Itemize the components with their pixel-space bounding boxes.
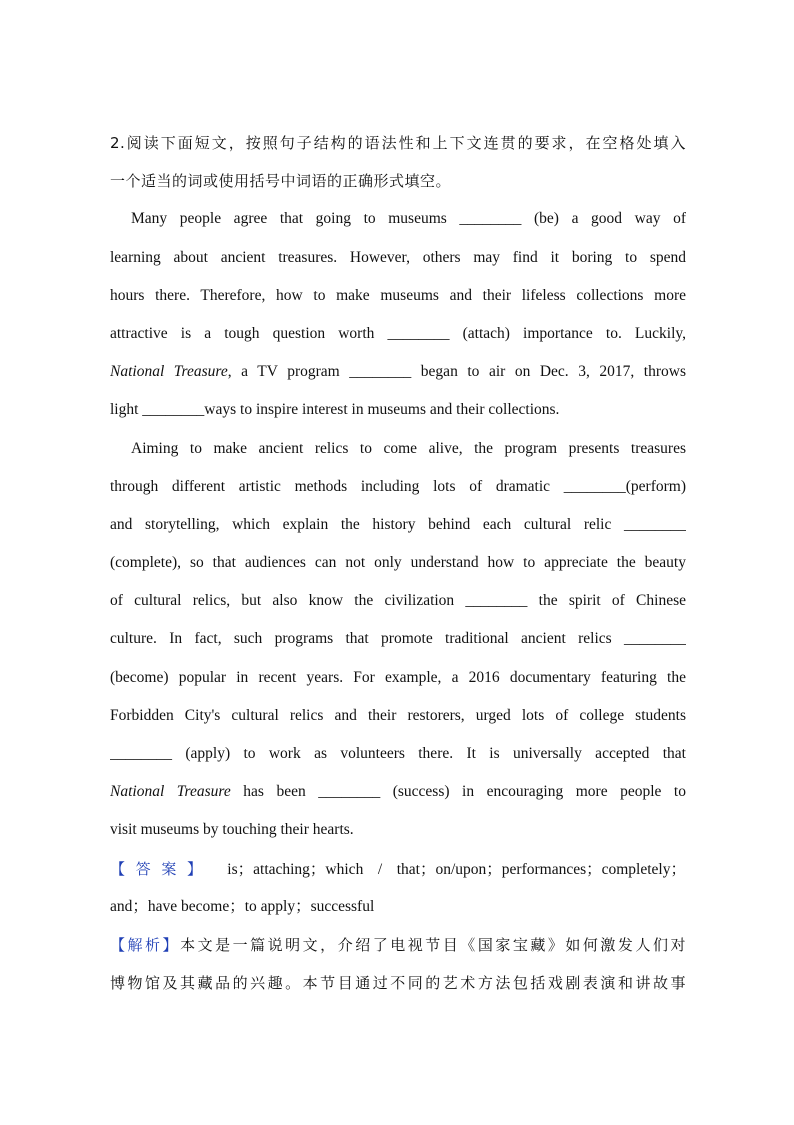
answer-line-1 [110, 850, 686, 888]
passage-p2-line-7: (become) popular in recent years. For example, a 2016 documentary featuring the [110, 668, 686, 686]
passage-p2-line-10 [110, 773, 686, 811]
analysis-text-1: 本文是一篇说明文，介绍了电视节目《国家宝藏》如何激发人们对 [180, 935, 686, 954]
passage-p2-line-10-text: has been ________ (success) in encouraging more people to [230, 783, 686, 801]
passage-p2-line-3: and storytelling, which explain the history behind each cultural relic ________ [110, 515, 686, 533]
instruction-line-1: 2.阅读下面短文，按照句子结构的语法性和上下文连贯的要求，在空格处填入 [110, 134, 686, 152]
analysis-line-1 [110, 926, 686, 964]
answer-text-1: is；attaching；which / that；on/upon；performances；completely； [212, 860, 686, 878]
instruction-line-2: 一个适当的词或使用括号中词语的正确形式填空。 [110, 172, 452, 191]
program-title-2: National Treasure [110, 783, 231, 801]
document-page [110, 124, 686, 1002]
passage-p2-line-9: ________ (apply) to work as volunteers there. It is universally accepted that [110, 745, 686, 762]
passage-p1-line-5 [110, 353, 686, 391]
passage-p2-line-8: Forbidden City's cultural relics and their restorers, urged lots of college students [110, 706, 686, 724]
answer-line-2: and；have become；to apply；successful [110, 897, 375, 915]
analysis-label: 【解析】 [110, 935, 181, 954]
passage-p2-line-1: Aiming to make ancient relics to come alive, the program presents treasures [131, 439, 686, 457]
answer-label: 【答案】 [110, 859, 213, 878]
program-title: National Treasure [110, 363, 228, 381]
passage-p1-line-1: Many people agree that going to museums ________ (be) a good way of [131, 210, 686, 228]
passage-p2-line-6: culture. In fact, such programs that promote traditional ancient relics ________ [110, 630, 686, 648]
passage-p2-line-2: through different artistic methods including lots of dramatic ________(perform) [110, 477, 686, 495]
passage-p1-line-2: learning about ancient treasures. However, others may find it boring to spend [110, 248, 686, 266]
passage-p1-line-4: attractive is a tough question worth ________ (attach) importance to. Luckily, [110, 324, 686, 342]
analysis-line-2: 博物馆及其藏品的兴趣。本节目通过不同的艺术方法包括戏剧表演和讲故事 [110, 974, 686, 993]
passage-p1-line-6: light ________ways to inspire interest in museums and their collections. [110, 401, 560, 419]
passage-p1-line-3: hours there. Therefore, how to make museums and their lifeless collections more [110, 286, 686, 304]
passage-p1-line-5-text: , a TV program ________ began to air on Dec. 3, 2017, throws [227, 363, 686, 381]
passage-p2-line-5: of cultural relics, but also know the civilization ________ the spirit of Chinese [110, 592, 686, 610]
passage-p2-line-4: (complete), so that audiences can not only understand how to appreciate the beauty [110, 554, 686, 572]
passage-p2-line-11: visit museums by touching their hearts. [110, 821, 354, 839]
